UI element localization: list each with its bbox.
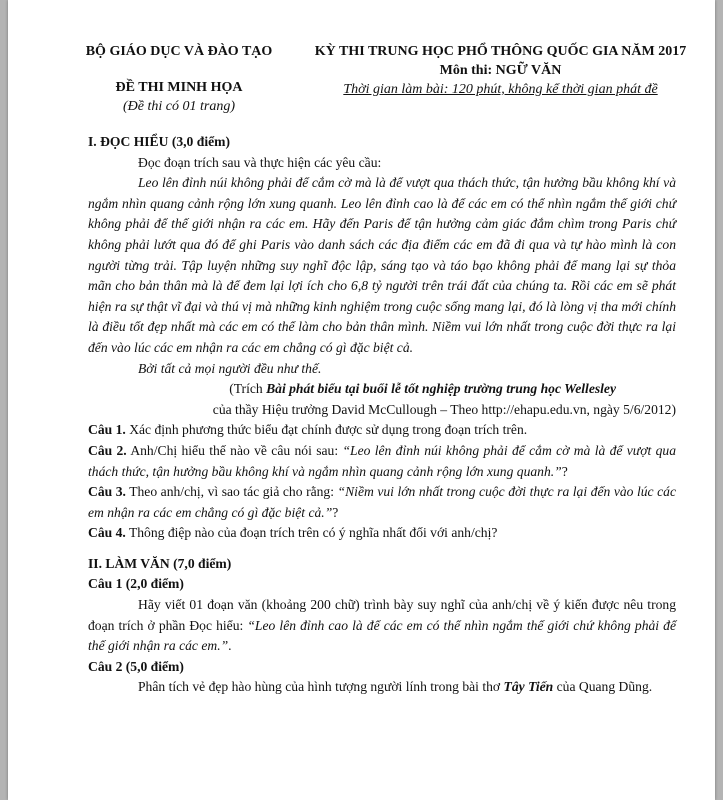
ministry-name: BỘ GIÁO DỤC VÀ ĐÀO TẠO xyxy=(85,44,273,59)
subject-label: Môn thi: xyxy=(439,63,493,78)
part2-question2-label: Câu 2 (5,0 điểm) xyxy=(88,658,184,674)
part2-question2-text xyxy=(88,677,676,698)
question-4 xyxy=(88,523,676,544)
pages-note: (Đề thi có 01 trang) xyxy=(123,99,235,114)
question-2 xyxy=(88,441,676,482)
part1-title: I. ĐỌC HIỂU (3,0 điểm) xyxy=(88,134,230,149)
q1-quote: “Leo lên đỉnh cao là để các em có thể nhìn ngắm thế giới chứ không phải để thế giới nhận ra các em.” xyxy=(88,617,677,654)
question-text: Theo anh/chị, vì sao tác giả cho rằng: xyxy=(129,484,338,500)
question-3 xyxy=(88,482,676,523)
q2-text-before: Phân tích vẻ đẹp hào hùng của hình tượng người lính trong bài thơ xyxy=(138,679,504,695)
part1-intro: Đọc đoạn trích sau và thực hiện các yêu cầu: xyxy=(138,154,382,170)
question-label: Câu 3. xyxy=(88,484,126,500)
source-attribution: của thầy Hiệu trưởng David McCullough – Theo http://ehapu.edu.vn, ngày 5/6/2012) xyxy=(212,401,676,417)
q1-tail: . xyxy=(228,638,232,654)
source-title: Bài phát biểu tại buổi lễ tốt nghiệp trường trung học Wellesley xyxy=(266,381,616,397)
header-left xyxy=(74,42,284,116)
reading-passage: Leo lên đỉnh núi không phải để cắm cờ mà là để vượt qua thách thức, tận hưởng bầu không khí và ngắm nhìn quang cảnh rộng lớn xung quanh. Leo lên đỉnh cao là để các em có thể nhìn ngắm thế giới chứ không phải để thế giới nhận ra các em. Hãy đến Paris để tận hưởng cảm giác đắm chìm trong Paris chứ không phải lướt qua đó để ghi Paris vào danh sách các địa điểm các em đã đi qua và tự hào mình là con người từng trải. Tập luyện những suy nghĩ độc lập, sáng tạo và táo bạo không phải để mang lại sự thỏa mãn cho bản thân mà là để đem lại lợi ích cho 6,8 tỷ người trên trái đất của chúng ta. Rồi các em sẽ phát hiện ra sự thật vĩ đại và thú vị mà những kinh nghiệm trong cuộc sống mang lại, đó là lòng vị tha mới chính là điều tốt đẹp nhất mà các em có thể làm cho bản thân mình. Niềm vui lớn nhất trong cuộc đời thực ra lại đến vào lúc các em nhận ra các em chẳng có gì đặc biệt cả. xyxy=(88,175,676,355)
question-text: Xác định phương thức biểu đạt chính được sử dụng trong đoạn trích trên. xyxy=(129,422,528,438)
question-label: Câu 2. xyxy=(88,442,127,458)
q2-text-after: của Quang Dũng. xyxy=(553,679,653,695)
part2-title: II. LÀM VĂN (7,0 điểm) xyxy=(88,555,232,571)
question-tail: ? xyxy=(561,463,568,479)
q1-text: Hãy viết 01 đoạn văn (khoảng 200 chữ) trình bày suy nghĩ của anh/chị về ý kiến được nêu trong đoạn trích ở phần Đọc hiểu: xyxy=(88,597,676,633)
question-1 xyxy=(88,420,676,441)
question-label: Câu 1. xyxy=(88,422,126,438)
passage-source xyxy=(88,379,676,400)
passage-ending: Bởi tất cả mọi người đều như thế. xyxy=(138,360,322,376)
question-text: Anh/Chị hiểu thế nào về câu nói sau: xyxy=(130,442,343,458)
sample-exam-title: ĐỀ THI MINH HỌA xyxy=(115,80,243,95)
part2-question1-label: Câu 1 (2,0 điểm) xyxy=(88,576,184,592)
part2-question1-text xyxy=(88,595,676,657)
question-text: Thông điệp nào của đoạn trích trên có ý nghĩa nhất đối với anh/chị? xyxy=(128,525,498,541)
header-right xyxy=(293,42,708,99)
source-prefix: (Trích xyxy=(229,381,267,397)
question-label: Câu 4. xyxy=(88,525,126,541)
exam-page xyxy=(8,0,715,800)
question-quote: “Leo lên đỉnh núi không phải để cắm cờ mà là để vượt qua thách thức, tận hưởng bầu không khí và ngắm nhìn quang cảnh rộng lớn xung quanh.” xyxy=(88,442,676,479)
poem-title: Tây Tiến xyxy=(503,679,554,695)
subject-line xyxy=(293,61,708,80)
question-tail: ? xyxy=(332,504,339,520)
question-quote: “Niềm vui lớn nhất trong cuộc đời thực ra lại đến vào lúc các em nhận ra các em chẳng có gì đặc biệt cả.” xyxy=(88,484,676,520)
subject-name: NGỮ VĂN xyxy=(495,63,562,78)
exam-name: KỲ THI TRUNG HỌC PHỔ THÔNG QUỐC GIA NĂM 2017 xyxy=(314,44,687,59)
time-note: Thời gian làm bài: 120 phút, không kể thời gian phát đề xyxy=(343,82,658,97)
exam-content xyxy=(88,132,676,698)
